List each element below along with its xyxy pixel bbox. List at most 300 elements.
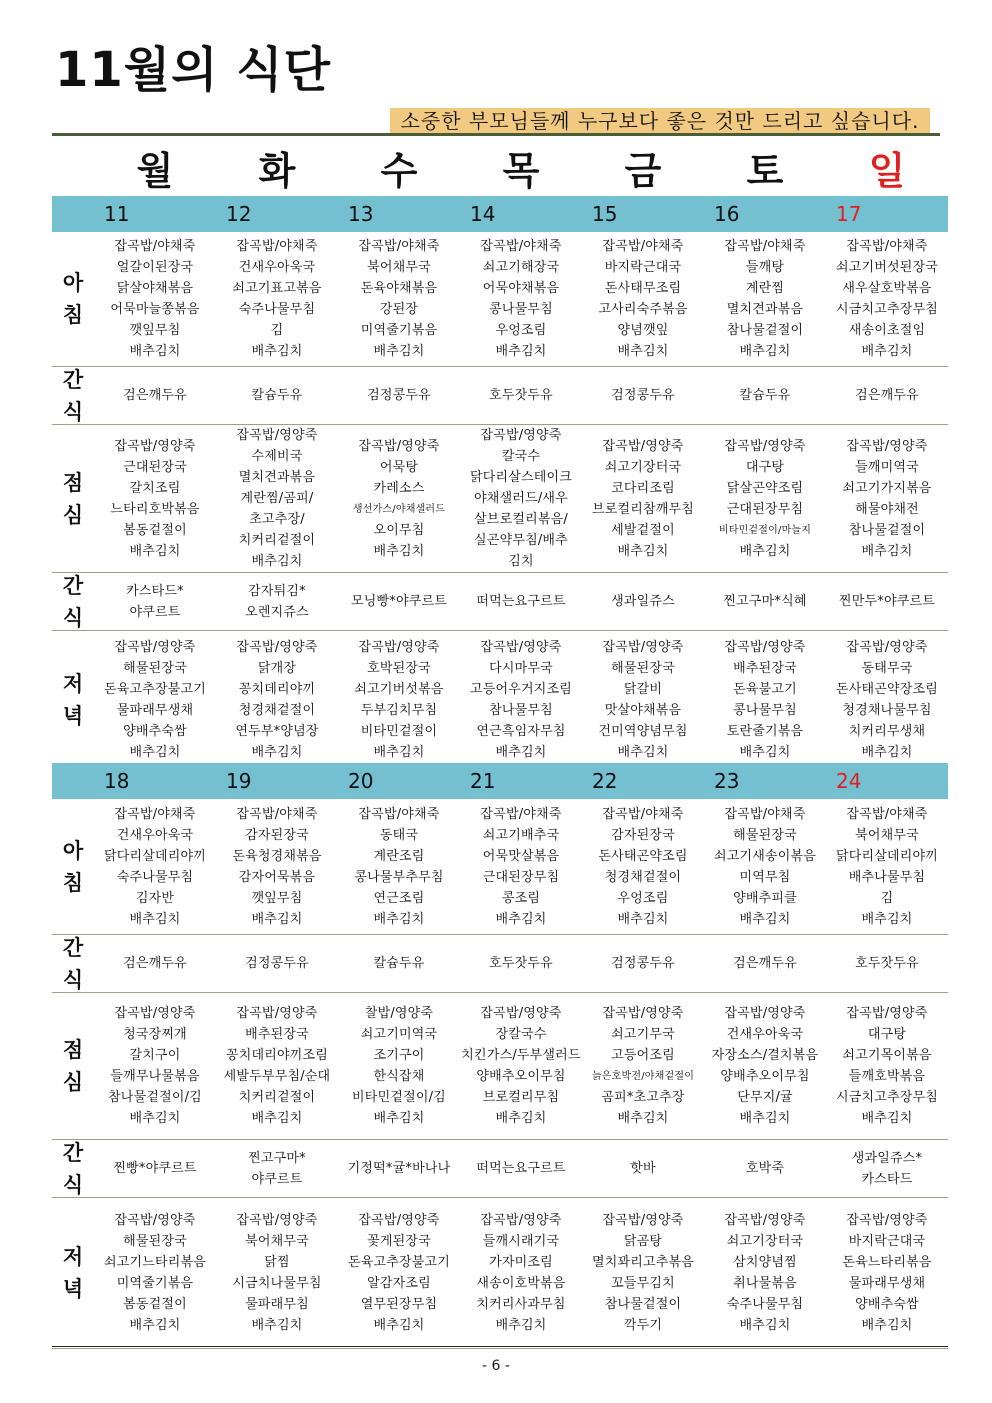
menu-cell [216,631,338,768]
menu-item: 호두잣두유 [489,388,553,403]
menu-item: 비타민겉절이/마늘지 [718,524,812,536]
menu-cell [338,367,460,424]
menu-item: 바지락근대국 [848,1234,926,1249]
date-label: 21 [470,769,496,793]
meal-row-lunch [52,993,948,1140]
menu-item: 배추김치 [739,1111,791,1126]
menu-item: 참나물겉절이 [848,522,926,538]
menu-item: 청경채겉절이 [238,702,316,718]
menu-cell [460,573,582,630]
menu-item: 닭찜 [264,1255,290,1270]
menu-item: 새송이초절임 [848,323,926,338]
menu-item: 코다리조림 [611,480,675,496]
menu-item: 쇠고기새송이볶음 [713,848,817,864]
menu-item: 잡곡밥/영양죽 [846,1006,928,1021]
menu-item: 잡곡밥/영양죽 [846,639,928,655]
menu-item: 알감자조림 [367,1276,431,1291]
menu-item: 초고추장/ [249,512,305,527]
menu-item: 쇠고기목이볶음 [842,1048,932,1063]
menu-item: 잡곡밥/영양죽 [480,1213,562,1228]
menu-item: 쇠고기장터국 [726,1234,804,1249]
menu-item: 잡곡밥/영양죽 [236,1213,318,1228]
menu-item: 해물된장국 [123,660,187,676]
menu-item: 오렌지쥬스 [245,604,309,620]
menu-item: 잡곡밥/영양죽 [724,1213,806,1228]
menu-item: 새우살호박볶음 [842,281,932,296]
menu-item: 배추김치 [373,744,425,760]
menu-item: 배추김치 [129,543,181,559]
menu-item: 배추김치 [861,543,913,559]
menu-item: 잡곡밥/영양죽 [236,428,318,443]
menu-item: 다시마무국 [489,660,553,676]
menu-item: 북어채무국 [855,827,919,843]
menu-item: 들깨미역국 [855,459,919,475]
menu-cell [460,993,582,1139]
menu-item: 청경채나물무침 [842,702,932,718]
menu-item: 잡곡밥/야채죽 [114,239,196,254]
menu-cell [338,799,460,934]
menu-item: 치커리겉절이 [238,533,316,548]
date-label: 13 [348,202,374,226]
menu-cell [94,799,216,934]
menu-cell [704,1140,826,1197]
menu-cell [826,935,948,992]
menu-cell [216,425,338,572]
menu-item: 닭곰탕 [623,1234,663,1249]
menu-item: 잡곡밥/영양죽 [724,1006,806,1021]
menu-item: 시금치고추장무침 [835,302,939,317]
menu-item: 생선가스/야채샐러드 [352,503,446,515]
menu-cell [338,232,460,366]
date-label: 23 [714,769,740,793]
menu-item: 카스타드 [861,1171,913,1187]
meal-label [52,799,94,934]
menu-item: 삼치양념찜 [733,1255,797,1270]
menu-item: 검은깨두유 [123,956,187,971]
menu-item: 돈육느타리볶음 [842,1255,932,1270]
menu-item: 멸치꽈리고추볶음 [591,1255,695,1270]
menu-item: 꽃게된장국 [367,1234,431,1249]
menu-cell [460,1198,582,1348]
menu-item: 칼슘두유 [373,956,425,971]
menu-item: 숙주나물무침 [726,1297,804,1312]
menu-item: 닭다리살데리야끼 [835,848,939,864]
menu-cell [826,1140,948,1197]
menu-item: 물파래무생채 [848,1276,926,1291]
menu-item: 카스타드* [126,583,184,599]
menu-item: 쇠고기느타리볶음 [103,1255,207,1270]
menu-item: 배추김치 [739,543,791,559]
menu-item: 잡곡밥/영양죽 [358,438,440,454]
menu-item: 배추김치 [495,1318,547,1333]
menu-cell [216,1140,338,1197]
menu-item: 배추김치 [617,911,669,927]
meal-label-char: 식 [62,1172,84,1197]
menu-item: 감자된장국 [611,827,675,843]
meal-label [52,425,94,572]
menu-item: 배추김치 [129,344,181,359]
meal-label-char: 간 [62,1140,84,1165]
meal-label-char: 아 [62,838,84,863]
menu-item: 잡곡밥/영양죽 [846,438,928,454]
menu-item: 닭개장 [257,660,297,676]
menu-item: 닭다리살스테이크 [469,470,573,485]
menu-item: 떠먹는요구르트 [476,1161,566,1176]
menu-item: 고등어조림 [611,1048,675,1063]
date-label: 18 [104,769,130,793]
menu-item: 잡곡밥/야채죽 [846,806,928,822]
menu-item: 토란줄기볶음 [726,723,804,739]
menu-item: 건새우아욱국 [116,827,194,843]
menu-item: 숙주나물무침 [116,869,194,885]
meal-label-char: 심 [62,502,84,527]
menu-cell [704,799,826,934]
meal-label-char: 간 [62,367,84,392]
menu-item: 배추김치 [251,744,303,760]
menu-cell [94,1198,216,1348]
menu-cell [582,799,704,934]
menu-item: 쇠고기무국 [611,1027,675,1042]
menu-item: 고등어우거지조림 [469,681,573,697]
menu-item: 쇠고기버섯볶음 [354,681,444,697]
menu-item: 얼갈이된장국 [116,260,194,275]
menu-cell [704,631,826,768]
meal-row-snack-am [52,367,948,425]
menu-cell [826,631,948,768]
menu-item: 야채샐러드/새우 [474,491,568,506]
menu-item: 닭살곤약조림 [726,480,804,496]
menu-item: 김 [880,890,894,906]
menu-item: 돈사태곤약조림 [598,848,688,864]
menu-item: 배추김치 [251,344,303,359]
meal-label-char: 식 [62,967,84,992]
menu-item: 청경채겉절이 [604,869,682,885]
menu-item: 양념깻잎 [617,323,669,338]
menu-item: 배추김치 [739,744,791,760]
menu-item: 건새우아욱국 [238,260,316,275]
menu-cell [94,935,216,992]
menu-item: 꼬들무김치 [611,1276,675,1291]
menu-item: 검정콩두유 [611,388,675,403]
menu-cell [582,1198,704,1348]
menu-item: 닭다리살데리야끼 [103,848,207,864]
date-label: 24 [836,769,862,793]
meal-row-lunch [52,425,948,573]
menu-item: 배추김치 [495,744,547,760]
menu-item: 가자미조림 [489,1255,553,1270]
menu-item: 감자튀김* [248,583,306,599]
menu-item: 잡곡밥/영양죽 [602,1006,684,1021]
menu-item: 곰피*초고추장 [601,1090,685,1105]
menu-item: 근대된장무침 [726,501,804,517]
menu-item: 검은깨두유 [123,388,187,403]
menu-item: 갈치구이 [129,1048,181,1063]
menu-cell [704,573,826,630]
menu-item: 들깨탕 [745,260,785,275]
menu-cell [826,993,948,1139]
menu-cell [216,367,338,424]
menu-item: 두부김치무침 [360,702,438,718]
menu-item: 참나물겉절이 [726,323,804,338]
date-label: 15 [592,202,618,226]
menu-item: 미역줄기볶음 [360,323,438,338]
meal-label [52,631,94,768]
menu-cell [94,993,216,1139]
menu-item: 콩조림 [501,890,541,906]
week-block [52,196,948,769]
menu-item: 양배추숙쌈 [123,723,187,739]
menu-item: 배추김치 [861,344,913,359]
menu-item: 잡곡밥/야채죽 [480,806,562,822]
menu-item: 잡곡밥/영양죽 [724,438,806,454]
menu-item: 멸치견과볶음 [238,470,316,485]
menu-item: 야쿠르트 [251,1171,303,1187]
menu-item: 해물된장국 [123,1234,187,1249]
menu-item: 수제비국 [251,449,303,464]
menu-item: 감자어묵볶음 [238,869,316,885]
menu-item: 잡곡밥/야채죽 [114,806,196,822]
menu-item: 미역무침 [739,869,791,885]
menu-cell [216,935,338,992]
menu-item: 호두잣두유 [489,956,553,971]
menu-item: 찐빵*야쿠르트 [113,1161,197,1176]
menu-item: 쇠고기버섯된장국 [835,260,939,275]
meal-label-char: 저 [62,671,84,696]
menu-item: 봄동겉절이 [123,522,187,538]
menu-item: 북어채무국 [245,1234,309,1249]
menu-cell [338,1140,460,1197]
menu-item: 조기구이 [373,1048,425,1063]
menu-cell [826,367,948,424]
menu-item: 봄동겉절이 [123,1297,187,1312]
menu-item: 쇠고기가지볶음 [842,480,932,496]
menu-item: 북어채무국 [367,260,431,275]
meal-label-char: 간 [62,573,84,598]
meal-label-char: 침 [62,870,84,895]
menu-item: 배추된장국 [245,1027,309,1042]
menu-cell [582,993,704,1139]
menu-item: 치커리무생채 [848,723,926,739]
menu-item: 잡곡밥/영양죽 [724,639,806,655]
menu-item: 치킨가스/두부샐러드 [461,1048,581,1063]
date-label: 20 [348,769,374,793]
menu-cell [94,573,216,630]
page-title: 11월의 식단 [55,42,331,98]
menu-item: 멸치견과볶음 [726,302,804,317]
menu-item: 배추김치 [739,1318,791,1333]
menu-item: 단무지/귤 [737,1090,793,1105]
menu-cell [216,799,338,934]
menu-item: 꽁치데리야끼 [238,681,316,697]
menu-item: 잡곡밥/영양죽 [602,438,684,454]
menu-cell [94,1140,216,1197]
menu-item: 닭갈비 [623,681,663,697]
menu-cell [826,232,948,366]
meal-row-dinner [52,631,948,769]
menu-item: 돈사태무조림 [604,281,682,296]
menu-cell [582,573,704,630]
menu-item: 쇠고기표고볶음 [232,281,322,296]
menu-cell [582,425,704,572]
menu-item: 잡곡밥/영양죽 [114,639,196,655]
menu-cell [460,935,582,992]
menu-item: 해물된장국 [611,660,675,676]
menu-item: 배추김치 [739,911,791,927]
weekday-mon: 월 [136,149,174,193]
menu-item: 오이무침 [373,522,425,538]
meal-label-char: 점 [62,470,84,495]
menu-item: 깍두기 [623,1318,663,1333]
menu-cell [94,232,216,366]
menu-item: 쇠고기배추국 [482,827,560,843]
menu-item: 양배추오이무침 [476,1069,566,1084]
menu-cell [216,993,338,1139]
menu-item: 어묵탕 [379,459,419,475]
menu-item: 잡곡밥/영양죽 [846,1213,928,1228]
menu-cell [216,1198,338,1348]
menu-item: 잡곡밥/야채죽 [236,239,318,254]
menu-item: 우엉조림 [617,890,669,906]
meal-label [52,367,94,424]
menu-item: 청국장찌개 [123,1027,187,1042]
menu-item: 배추김치 [495,344,547,359]
menu-item: 치커리사과무침 [476,1297,566,1312]
menu-item: 잡곡밥/영양죽 [236,639,318,655]
menu-item: 맛살야채볶음 [604,702,682,718]
date-label: 16 [714,202,740,226]
menu-cell [582,232,704,366]
menu-item: 잡곡밥/영양죽 [114,438,196,454]
menu-item: 잡곡밥/영양죽 [480,428,562,443]
menu-item: 들깨호박볶음 [848,1069,926,1084]
menu-item: 브로컬리참깨무침 [591,501,695,517]
menu-item: 연두부*양념장 [235,723,319,739]
date-band [52,763,948,799]
menu-item: 검정콩두유 [245,956,309,971]
menu-item: 잡곡밥/영양죽 [236,1006,318,1021]
menu-item: 해물된장국 [733,827,797,843]
menu-item: 잡곡밥/야채죽 [846,239,928,254]
menu-item: 칼국수 [501,449,541,464]
menu-cell [826,425,948,572]
menu-item: 갈치조림 [129,480,181,496]
meal-row-snack-pm [52,573,948,631]
menu-item: 장칼국수 [495,1027,547,1042]
menu-item: 호두잣두유 [855,956,919,971]
menu-item: 찐고구마*식혜 [723,594,807,609]
menu-item: 대구탕 [745,459,785,475]
menu-item: 검정콩두유 [611,956,675,971]
menu-item: 실곤약무침/배추 [474,533,568,548]
menu-item: 돈육야채볶음 [360,281,438,296]
menu-cell [460,232,582,366]
menu-item: 자장소스/결치볶음 [711,1048,819,1063]
menu-item: 건미역양념무침 [598,723,688,739]
menu-item: 살브로컬리볶음/ [474,512,568,527]
menu-item: 닭살야채볶음 [116,281,194,296]
menu-item: 카레소스 [373,480,425,496]
menu-cell [94,631,216,768]
menu-cell [582,935,704,992]
meal-row-snack-am [52,935,948,993]
menu-cell [216,232,338,366]
menu-item: 어묵마늘쫑볶음 [110,302,200,317]
menu-item: 쇠고기장터국 [604,459,682,475]
weekday-thu: 목 [502,149,540,193]
menu-item: 칼슘두유 [251,388,303,403]
menu-item: 참나물겉절이/김 [108,1090,202,1105]
menu-item: 동태국 [379,827,419,843]
menu-item: 브로컬리무침 [482,1090,560,1105]
menu-item: 시금치고추장무침 [835,1090,939,1105]
menu-item: 잡곡밥/영양죽 [480,1006,562,1021]
menu-cell [582,1140,704,1197]
menu-item: 치커리겉절이 [238,1090,316,1105]
menu-cell [338,425,460,572]
meal-label-char: 점 [62,1038,84,1062]
weekday-fri: 금 [624,149,662,193]
menu-item: 돈사태곤약장조림 [835,681,939,697]
meal-label-char: 침 [62,303,84,327]
menu-item: 양배추숙쌈 [855,1297,919,1312]
menu-item: 잡곡밥/영양죽 [358,1213,440,1228]
menu-cell [94,367,216,424]
menu-cell [338,993,460,1139]
menu-item: 콩나물부추무침 [354,869,444,885]
menu-cell [704,425,826,572]
menu-item: 잡곡밥/야채죽 [724,239,806,254]
meal-label [52,1140,94,1197]
menu-item: 동태무국 [861,660,913,676]
menu-item: 연근조림 [373,890,425,906]
menu-item: 대구탕 [867,1027,907,1042]
menu-item: 호박된장국 [367,660,431,676]
menu-item: 깻잎무침 [129,323,181,338]
menu-item: 어묵야채볶음 [482,281,560,296]
menu-item: 배추김치 [617,744,669,760]
menu-cell [826,1198,948,1348]
weekday-wed: 수 [380,149,418,193]
menu-item: 물파래무침 [245,1297,309,1312]
menu-cell [460,367,582,424]
menu-item: 강된장 [379,302,419,317]
menu-item: 고사리숙주볶음 [598,302,688,317]
menu-item: 기정떡*귤*바나나 [347,1161,451,1176]
menu-item: 배추김치 [373,344,425,359]
menu-item: 호박죽 [745,1161,785,1176]
menu-item: 어묵맛살볶음 [482,848,560,864]
menu-item: 열무된장무침 [360,1297,438,1312]
meal-label-char: 식 [62,399,84,424]
meal-label [52,232,94,366]
menu-cell [338,1198,460,1348]
menu-item: 들깨무나물볶음 [110,1069,200,1084]
menu-item: 생과일쥬스 [611,594,675,609]
menu-item: 한식잡채 [373,1069,425,1084]
menu-item: 돈육청경채볶음 [232,848,322,864]
menu-item: 참나물무침 [489,702,553,718]
date-band [52,196,948,232]
date-label: 14 [470,202,496,226]
menu-item: 김자반 [135,890,175,906]
menu-item: 시금치나물무침 [232,1276,322,1291]
menu-item: 배추김치 [861,1111,913,1126]
menu-item: 건새우아욱국 [726,1027,804,1042]
meal-label [52,1198,94,1348]
menu-item: 물파래무생채 [116,702,194,718]
date-label: 22 [592,769,618,793]
date-label: 19 [226,769,252,793]
